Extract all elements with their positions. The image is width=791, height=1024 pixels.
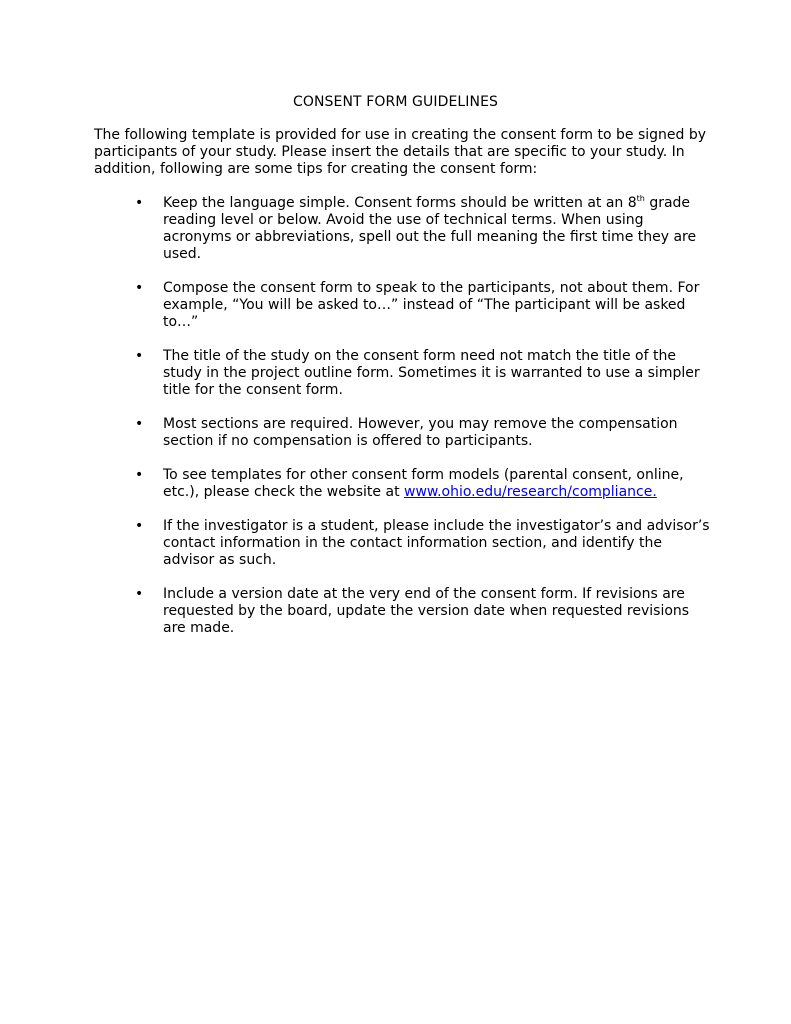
bullet-icon: • <box>135 586 144 602</box>
list-item <box>94 416 714 450</box>
tips-list <box>94 195 714 654</box>
ordinal-superscript: th <box>636 194 645 203</box>
bullet-icon: • <box>135 518 144 534</box>
tip-text: grade reading level or below. Avoid the use of technical terms. When using acronyms or abbreviations, spell out the full meaning the first time they are used. <box>163 195 697 262</box>
compliance-website-link[interactable]: www.ohio.edu/research/compliance. <box>404 484 657 500</box>
intro-paragraph <box>94 127 714 178</box>
page-title: CONSENT FORM GUIDELINES <box>292 94 499 110</box>
list-item <box>94 280 714 331</box>
tip-text: Most sections are required. However, you may remove the compensation section if no compensation is offered to participants. <box>163 416 678 449</box>
intro-text: The following template is provided for use in creating the consent form to be signed by participants of your study. Please insert the details that are specific to your study. In addition, following are some tips for creating the consent form: <box>94 127 707 177</box>
bullet-icon: • <box>135 416 144 432</box>
tip-text: Compose the consent form to speak to the participants, not about them. For example, “You will be asked to…” instead of “The participant will be asked to…” <box>163 280 700 330</box>
list-item <box>94 195 714 263</box>
bullet-icon: • <box>135 195 144 211</box>
bullet-icon: • <box>135 348 144 364</box>
list-item <box>94 586 714 637</box>
bullet-icon: • <box>135 280 144 296</box>
tip-text: Include a version date at the very end of the consent form. If revisions are requested by the board, update the version date when requested revisions are made. <box>163 586 690 636</box>
list-item <box>94 348 714 399</box>
tip-text: To see templates for other consent form models (parental consent, online, etc.), please check the website at <box>163 467 684 500</box>
list-item <box>94 518 714 569</box>
tip-text: If the investigator is a student, please include the investigator’s and advisor’s contact information in the contact information section, and identify the advisor as such. <box>163 518 710 568</box>
tip-text: Keep the language simple. Consent forms should be written at an 8 <box>163 195 637 211</box>
bullet-icon: • <box>135 467 144 483</box>
tip-text: The title of the study on the consent form need not match the title of the study in the project outline form. Sometimes it is warranted to use a simpler title for the consent form. <box>163 348 700 398</box>
list-item <box>94 467 714 501</box>
